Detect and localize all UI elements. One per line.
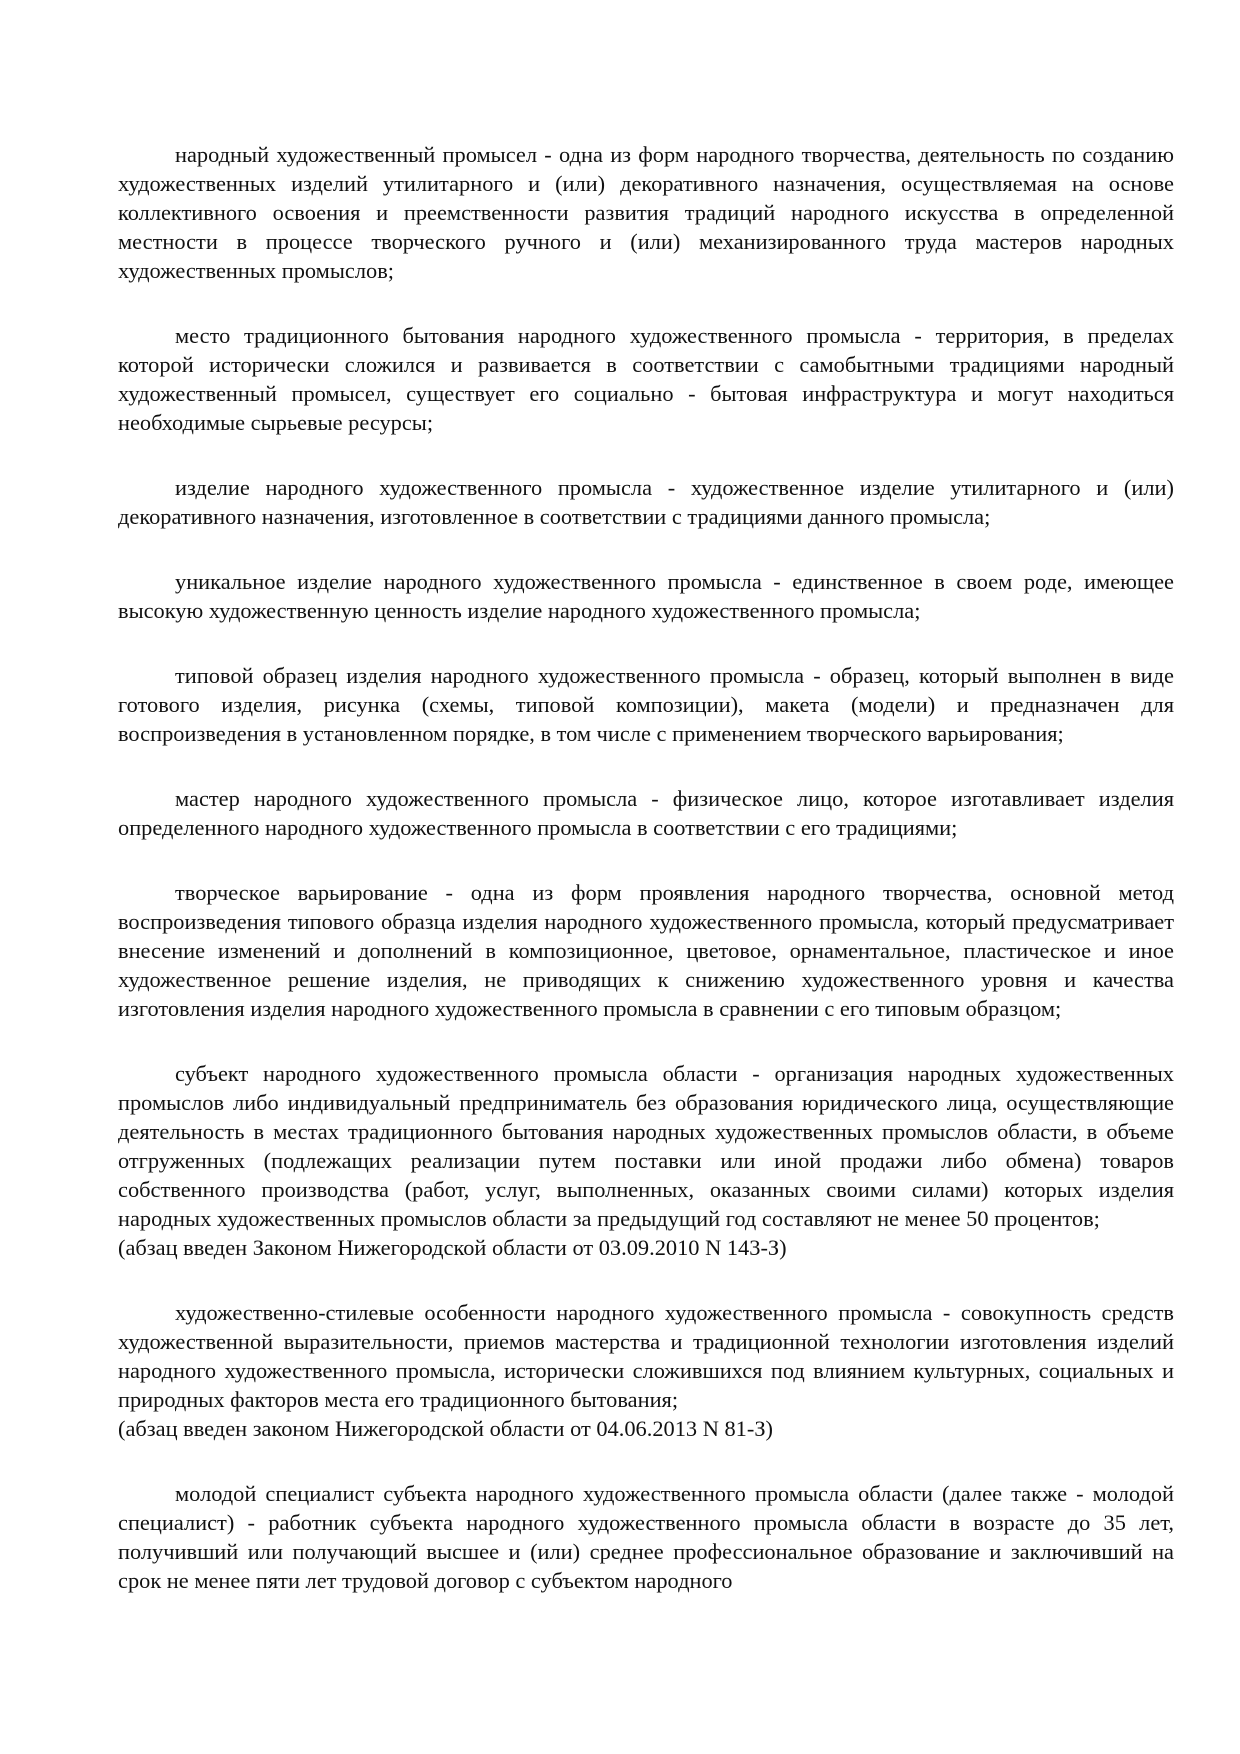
paragraph-text: изделие народного художественного промысла - художественное изделие утилитарного и (или) декоративного назначения, изготовленное в соответствии с традициями данного промысла; xyxy=(118,475,1174,529)
paragraph-text: творческое варьирование - одна из форм проявления народного творчества, основной метод воспроизведения типового образца изделия народного художественного промысла, который предусматривает внесение изменений и дополнений в композиционное, цветовое, орнаментальное, пластическое и иное художественное решение изделия, не приводящих к снижению художественного уровня и качества изготовления изделия народного художественного промысла в сравнении с его типовым образцом; xyxy=(118,880,1174,1021)
definition-young-specialist xyxy=(118,1479,1174,1595)
definition-craft-product xyxy=(118,473,1174,531)
paragraph-text: народный художественный промысел - одна из форм народного творчества, деятельность по созданию художественных изделий утилитарного и (или) декоративного назначения, осуществляемая на основе коллективного освоения и преемственности развития традиций народного искусства в определенной местности в процессе творческого ручного и (или) механизированного труда мастеров народных художественных промыслов; xyxy=(118,142,1174,283)
definition-style-features xyxy=(118,1298,1174,1443)
definition-typical-sample xyxy=(118,661,1174,748)
definition-traditional-location xyxy=(118,321,1174,437)
definition-master xyxy=(118,784,1174,842)
paragraph-text: молодой специалист субъекта народного художественного промысла области (далее также - молодой специалист) - работник субъекта народного художественного промысла области в возрасте до 35 лет, получивший или получающий высшее и (или) среднее профессиональное образование и заключивший на срок не менее пяти лет трудовой договор с субъектом народного xyxy=(118,1481,1174,1593)
definition-unique-product xyxy=(118,567,1174,625)
paragraph-text: место традиционного бытования народного художественного промысла - территория, в пределах которой исторически сложился и развивается в соответствии с самобытными традициями народный художественный промысел, существует его социально - бытовая инфраструктура и могут находиться необходимые сырьевые ресурсы; xyxy=(118,323,1174,435)
paragraph-text: уникальное изделие народного художественного промысла - единственное в своем роде, имеющее высокую художественную ценность изделие народного художественного промысла; xyxy=(118,569,1174,623)
document-page xyxy=(118,140,1174,1631)
paragraph-text: художественно-стилевые особенности народного художественного промысла - совокупность средств художественной выразительности, приемов мастерства и традиционной технологии изготовления изделий народного художественного промысла, исторически сложившихся под влиянием культурных, социальных и природных факторов места его традиционного бытования; xyxy=(118,1300,1174,1412)
paragraph-text: типовой образец изделия народного художественного промысла - образец, который выполнен в виде готового изделия, рисунка (схемы, типовой композиции), макета (модели) и предназначен для воспроизведения в установленном порядке, в том числе с применением творческого варьирования; xyxy=(118,663,1174,746)
definition-craft-subject xyxy=(118,1059,1174,1262)
amendment-note: (абзац введен законом Нижегородской области от 04.06.2013 N 81-З) xyxy=(118,1416,774,1441)
definition-folk-art-craft xyxy=(118,140,1174,285)
paragraph-text: субъект народного художественного промысла области - организация народных художественных промыслов либо индивидуальный предприниматель без образования юридического лица, осуществляющие деятельность в местах традиционного бытования народных художественных промыслов области, в объеме отгруженных (подлежащих реализации путем поставки или иной продажи либо обмена) товаров собственного производства (работ, услуг, выполненных, оказанных своими силами) которых изделия народных художественных промыслов области за предыдущий год составляют не менее 50 процентов; xyxy=(118,1061,1174,1231)
definition-creative-variation xyxy=(118,878,1174,1023)
paragraph-text: мастер народного художественного промысла - физическое лицо, которое изготавливает изделия определенного народного художественного промысла в соответствии с его традициями; xyxy=(118,786,1174,840)
amendment-note: (абзац введен Законом Нижегородской области от 03.09.2010 N 143-З) xyxy=(118,1235,787,1260)
